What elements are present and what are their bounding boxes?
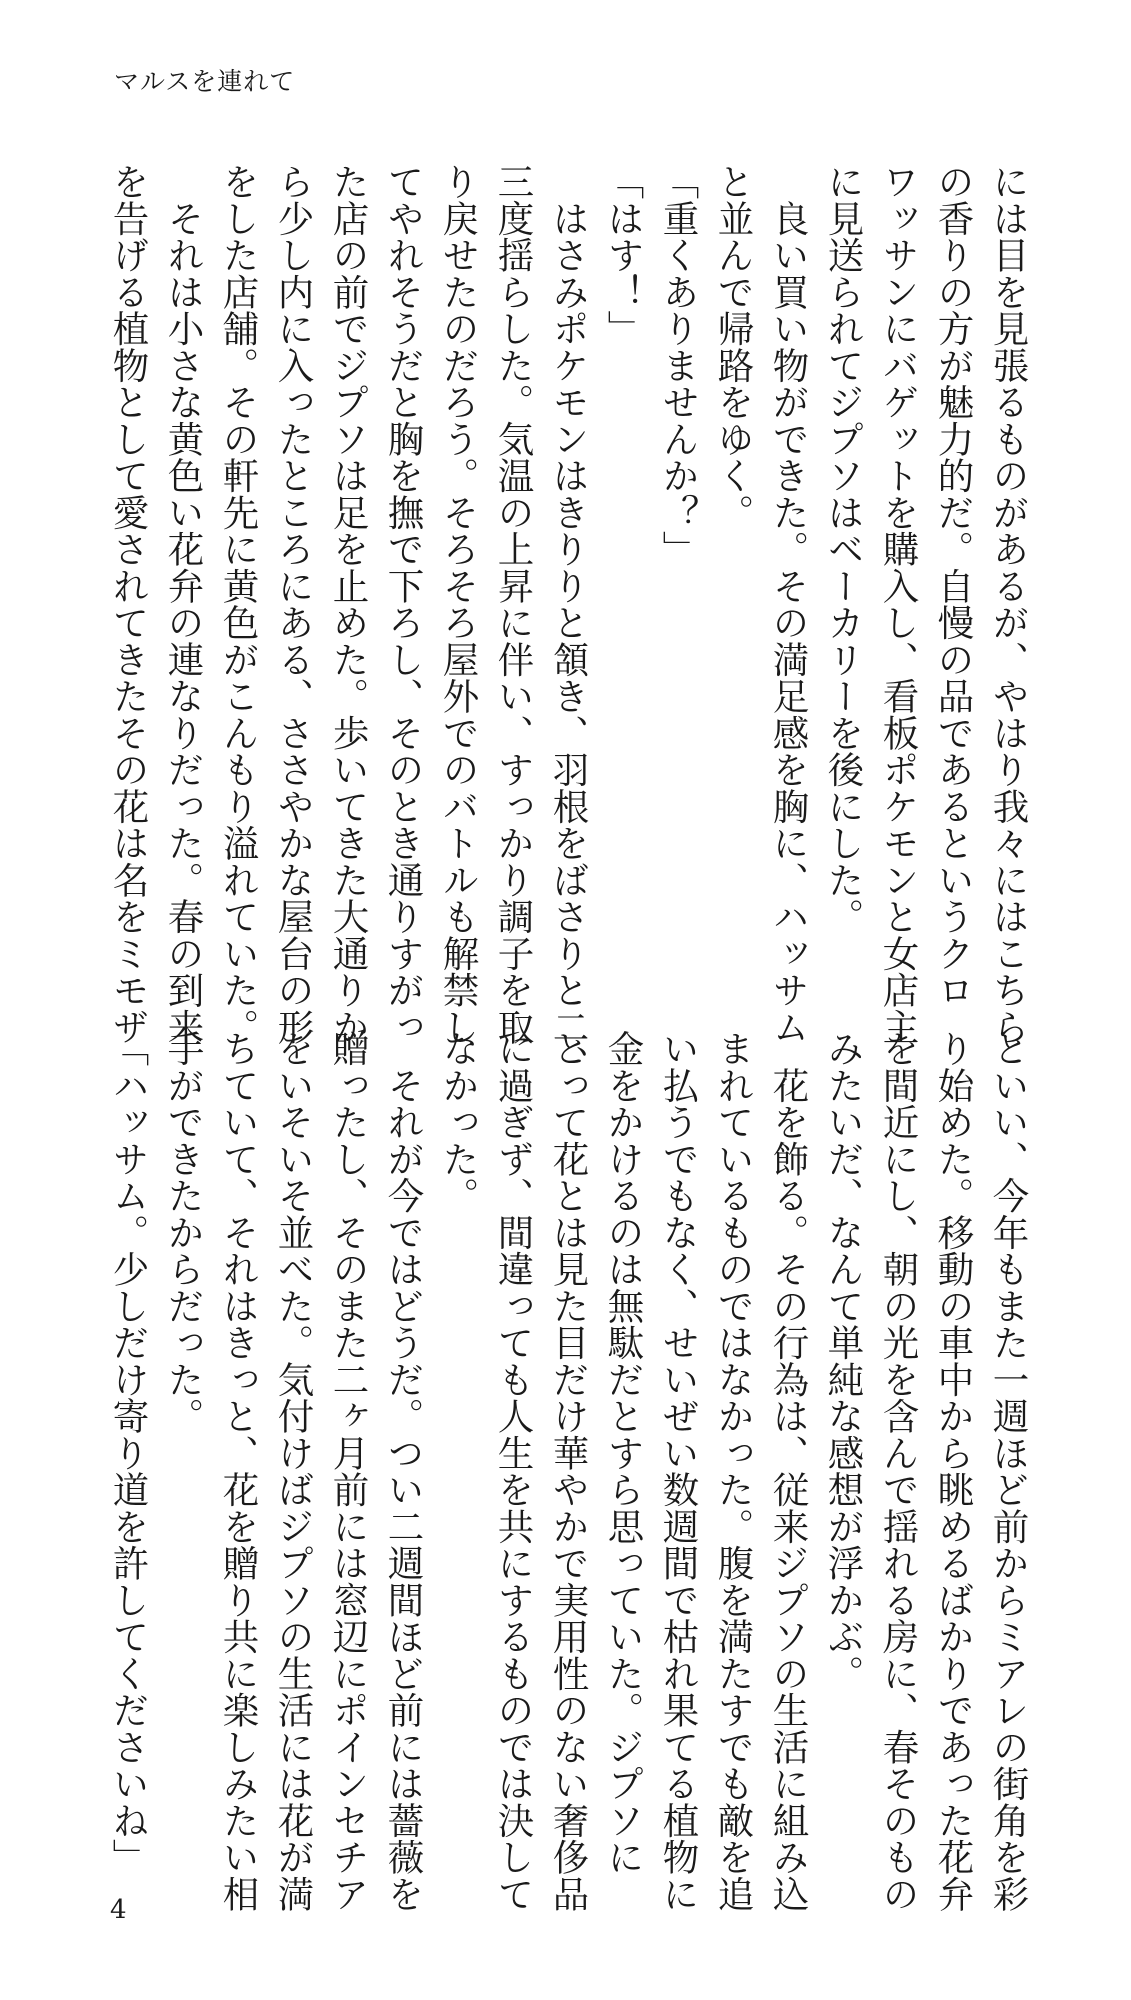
text-line: り戻せたのだろう。そろそろ屋外でのバトルも解禁し <box>437 163 480 1045</box>
text-line: ら少し内に入ったところにある、ささやかな屋台の形 <box>272 163 315 1045</box>
text-line: てやれそうだと胸を撫で下ろし、そのとき通りすがっ <box>382 163 425 1045</box>
text-line: それは小さな黄色い花弁の連なりだった。春の到来 <box>162 163 205 1045</box>
text-line: た店の前でジプソは足を止めた。歩いてきた大通りか <box>327 163 370 1045</box>
text-line: 金をかけるのは無駄だとすら思っていた。ジプソに <box>602 1030 645 1876</box>
text-line: に見送られてジプソはベーカリーを後にした。 <box>822 163 865 935</box>
text-line: なかった。 <box>437 1030 480 1214</box>
text-line: り始めた。移動の車中から眺めるばかりであった花弁 <box>932 1030 975 1912</box>
text-line: 良い買い物ができた。その満足感を胸に、ハッサム <box>767 163 810 1045</box>
text-line: それが今ではどうだ。つい二週間ほど前には薔薇を <box>382 1030 425 1912</box>
page-number: 4 <box>110 1895 127 1925</box>
text-line: といい、今年もまた一週ほど前からミアレの街角を彩 <box>987 1030 1030 1912</box>
text-line: はさみポケモンはきりりと頷き、羽根をばさりと二、 <box>547 163 590 1082</box>
text-line: 三度揺らした。気温の上昇に伴い、すっかり調子を取 <box>492 163 535 1045</box>
text-line: に過ぎず、間違っても人生を共にするものでは決して <box>492 1030 535 1912</box>
text-line: まれているものではなかった。腹を満たすでも敵を追 <box>712 1030 755 1912</box>
text-line: 手ができたからだった。 <box>162 1030 205 1435</box>
text-line: を間近にし、朝の光を含んで揺れる房に、春そのもの <box>877 1030 920 1912</box>
text-line: 贈ったし、そのまた二ヶ月前には窓辺にポインセチア <box>327 1030 370 1912</box>
text-line: 花を飾る。その行為は、従来ジプソの生活に組み込 <box>767 1030 810 1912</box>
text-line: をした店舗。その軒先に黄色がこんもり溢れていた。 <box>217 163 260 1045</box>
text-line: を告げる植物として愛されてきたその花は名をミモザ <box>107 163 150 1045</box>
text-line: の香りの方が魅力的だ。自慢の品であるというクロ <box>932 163 975 1009</box>
text-block-top <box>107 163 1036 1082</box>
text-line: 「ハッサム。少しだけ寄り道を許してくださいね」 <box>107 1030 150 1876</box>
text-line: 「重くありませんか？」 <box>657 163 700 568</box>
text-line: には目を見張るものがあるが、やはり我々にはこちら <box>987 163 1030 1045</box>
text-line: 「はす！」 <box>602 163 645 347</box>
text-block-bottom <box>107 1030 1036 1912</box>
text-line: みたいだ、なんて単純な感想が浮かぶ。 <box>822 1030 865 1692</box>
text-line: をいそいそ並べた。気付けばジプソの生活には花が満 <box>272 1030 315 1912</box>
running-head: マルスを連れて <box>114 67 296 96</box>
text-line: と並んで帰路をゆく。 <box>712 163 755 531</box>
text-line: ちていて、それはきっと、花を贈り共に楽しみたい相 <box>217 1030 260 1912</box>
text-line: ワッサンにバゲットを購入し、看板ポケモンと女店主 <box>877 163 920 1045</box>
text-line: い払うでもなく、せいぜい数週間で枯れ果てる植物に <box>657 1030 700 1912</box>
text-line: とって花とは見た目だけ華やかで実用性のない奢侈品 <box>547 1030 590 1912</box>
